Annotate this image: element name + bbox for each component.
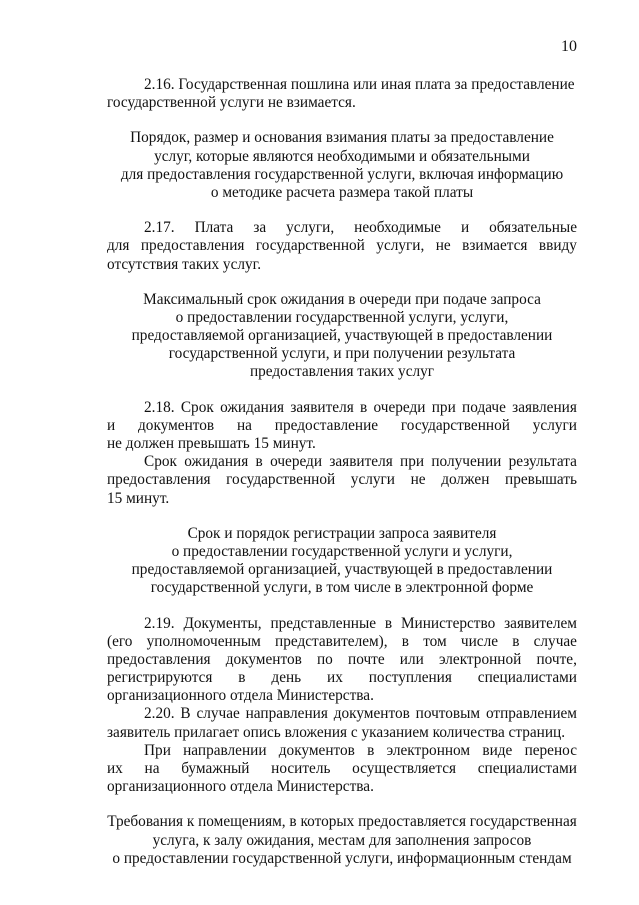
word: на [236, 416, 252, 434]
word: числе [460, 632, 499, 650]
word: ожидания [220, 398, 285, 416]
text-line: государственной услуги не взимается. [107, 94, 356, 112]
text-line [107, 417, 577, 435]
word: должен [441, 471, 490, 489]
word: документов [138, 416, 215, 434]
page-number: 10 [561, 38, 577, 55]
section-heading [107, 129, 577, 202]
word: регистрируются [107, 669, 213, 687]
word: В [180, 705, 191, 723]
word: документов [225, 650, 302, 668]
word: предоставления [107, 471, 211, 489]
word: государственной [255, 237, 365, 255]
word: заявителя [290, 398, 354, 416]
word: предоставление [274, 416, 379, 434]
heading-line: предоставляемой организацией, участвующей в предоставлении [131, 327, 553, 345]
heading-line: Требования к помещениям, в которых предоставляется государственная [107, 813, 577, 831]
word: необходимые [354, 219, 441, 237]
text-line [107, 760, 577, 778]
word: Документы, [183, 614, 262, 632]
text-line: 15 минут. [107, 489, 170, 507]
section-heading [107, 525, 577, 598]
word: 2.18. [144, 398, 175, 416]
word: 2.17. [144, 219, 175, 237]
word: в [367, 741, 375, 759]
text-line: организационного отдела Министерства. [107, 687, 374, 705]
word: уполномоченным [146, 632, 261, 650]
word: в [512, 632, 520, 650]
word: взимается [462, 237, 528, 255]
word: Срок [180, 398, 214, 416]
word: представленные [270, 614, 377, 632]
word: при [400, 453, 425, 471]
word: представителем), [275, 632, 388, 650]
text-line: организационного отдела Министерства. [107, 778, 374, 796]
heading-line: о предоставлении государственной услуги и услуги, [171, 542, 513, 560]
heading-line: предоставления таких услуг [249, 363, 435, 381]
word: на [144, 760, 160, 777]
document-body [107, 76, 577, 868]
word: ввиду [538, 237, 577, 255]
word: электронной [438, 650, 522, 668]
word: При [144, 741, 171, 759]
heading-line: предоставляемой организацией, участвующей в предоставлении [131, 561, 553, 579]
block-spacer [107, 202, 577, 219]
heading-line: о предоставлении государственной услуги, услуги, [175, 308, 509, 326]
text-line: не должен превышать 15 минут. [107, 435, 316, 452]
word: и [107, 416, 116, 434]
block-spacer [107, 274, 577, 291]
heading-line: государственной услуги, в том числе в электронной форме [150, 579, 534, 597]
word: за [253, 219, 267, 237]
word: 2.19. [144, 614, 175, 632]
text-line [107, 615, 577, 633]
text-line [107, 399, 577, 417]
word: услуги, [286, 219, 335, 237]
text-line [107, 705, 577, 723]
heading-line: Максимальный срок ожидания в очереди при подаче запроса [143, 290, 541, 308]
word: услуги, [376, 237, 425, 255]
word: или [399, 650, 424, 668]
block-spacer [107, 112, 577, 129]
word: перенос [524, 741, 577, 759]
word: виде [482, 741, 513, 759]
heading-line: Порядок, размер и основания взимания платы за предоставление [130, 129, 554, 147]
word: почте [348, 650, 385, 668]
word: направления [245, 705, 328, 723]
word: при [431, 398, 456, 416]
text-line [107, 237, 577, 255]
text-line [107, 471, 577, 489]
text-line [107, 669, 577, 687]
word: документов [278, 741, 355, 759]
word: предоставления [140, 237, 245, 255]
word: документов [333, 705, 410, 723]
word: направлении [183, 741, 267, 759]
paragraph [107, 615, 577, 797]
word: в [360, 398, 368, 416]
word: предоставления [107, 650, 211, 668]
word: отправлением [485, 705, 577, 723]
text-line: заявитель прилагает опись вложения с указанием количества страниц. [107, 723, 566, 741]
word: превышать [505, 471, 577, 489]
text-line [107, 219, 577, 237]
word: ожидания [184, 453, 249, 471]
paragraph [107, 219, 577, 274]
word: их [107, 760, 123, 777]
heading-line: услуга, к залу ожидания, местам для заполнения запросов [152, 831, 532, 849]
block-spacer [107, 598, 577, 615]
section-heading [107, 291, 577, 382]
word: государственной [226, 471, 336, 489]
word: случае [533, 632, 577, 650]
text-line [107, 633, 577, 651]
heading-line: Срок и порядок регистрации запроса заявителя [187, 524, 497, 542]
text-line [107, 453, 577, 471]
word: в [401, 632, 410, 650]
word: очереди [270, 453, 323, 471]
word: специалистами [477, 669, 577, 687]
word: результата [508, 453, 577, 471]
word: и [460, 219, 470, 237]
word: по [317, 650, 333, 668]
word: получении [431, 453, 502, 471]
block-spacer [107, 382, 577, 399]
text-line [107, 651, 577, 669]
word: 2.20. [144, 705, 175, 723]
heading-line: государственной услуги, и при получении результата [168, 345, 516, 363]
text-line [107, 742, 577, 760]
word: заявителем [504, 614, 577, 632]
word: день [271, 669, 302, 687]
word: для [107, 237, 130, 255]
word: услуги [350, 471, 395, 489]
word: поступления [368, 669, 452, 687]
word: очереди [373, 398, 426, 416]
word: специалистами [477, 760, 577, 777]
word: носитель [271, 760, 331, 777]
word: заявления [512, 398, 577, 416]
word: почтовым [415, 705, 481, 723]
heading-line: о методике расчета размера такой платы [210, 183, 474, 201]
word: том [423, 632, 447, 650]
word: Плата [194, 219, 234, 237]
heading-line: о предоставлении государственной услуги, информационным стендам [112, 849, 572, 867]
heading-line: для предоставления государственной услуги, включая информацию [120, 165, 564, 183]
paragraph [107, 399, 577, 508]
block-spacer [107, 796, 577, 813]
heading-line: услуг, которые являются необходимыми и обязательными [154, 147, 530, 165]
word: Министерство [400, 614, 496, 632]
word: в [238, 669, 246, 687]
word: подаче [462, 398, 506, 416]
word: обязательные [489, 219, 577, 237]
word: случае [196, 705, 240, 723]
word: электронном [386, 741, 471, 759]
word: услуги [532, 416, 577, 434]
word: почте, [536, 650, 577, 668]
paragraph [107, 76, 577, 112]
word: не [435, 237, 451, 255]
word: бумажный [181, 760, 250, 777]
word: не [410, 471, 426, 489]
word: государственной [400, 416, 510, 434]
section-heading [107, 813, 577, 868]
text-line: 2.16. Государственная пошлина или иная плата за предоставление [144, 76, 575, 93]
word: Срок [144, 453, 177, 471]
word: заявителя [329, 453, 393, 471]
text-line: отсутствия таких услуг. [107, 255, 262, 273]
word: в [255, 453, 263, 471]
block-spacer [107, 508, 577, 525]
word: (его [107, 632, 133, 650]
word: их [327, 669, 343, 687]
word: осуществляется [352, 760, 457, 777]
word: в [384, 614, 393, 632]
